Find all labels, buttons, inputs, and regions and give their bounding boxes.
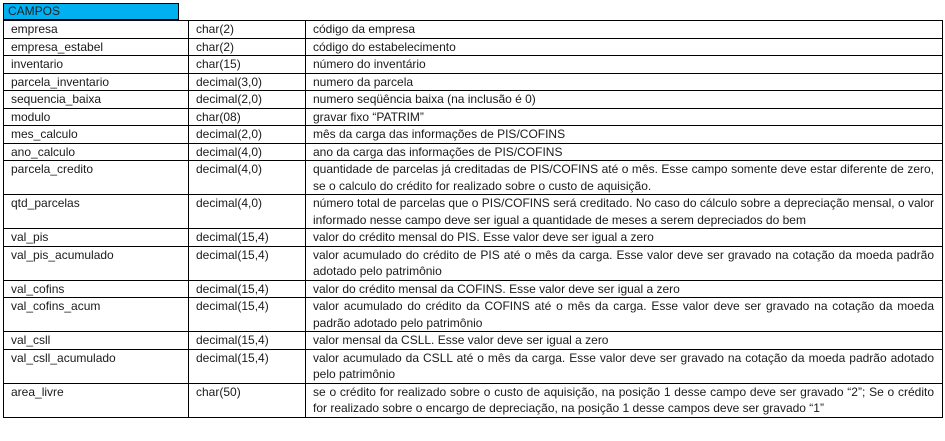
field-name-cell: sequencia_baixa [4, 91, 189, 109]
field-name-cell: empresa_estabel [4, 38, 189, 56]
field-description-cell: valor mensal da CSLL. Esse valor deve ser igual a zero [306, 332, 943, 350]
field-description-cell: se o crédito for realizado sobre o custo de aquisição, na posição 1 desse campo deve ser gravado “2”; Se o crédito for realizado sobre o encargo de depreciação, na posição 1 desse campos deve ser gravado “1” [306, 383, 943, 417]
field-name-cell: val_cofins_acum [4, 298, 189, 332]
field-description-cell: código da empresa [306, 21, 943, 39]
field-description-cell: numero da parcela [306, 73, 943, 91]
field-description-cell: número total de parcelas que o PIS/COFINS será creditado. No caso do cálculo sobre a depreciação mensal, o valor informado nesse campo deve ser igual a quantidade de meses a serem depreciados do bem [306, 195, 943, 229]
table-row [4, 280, 943, 298]
field-description-cell: código do estabelecimento [306, 38, 943, 56]
table-row [4, 38, 943, 56]
field-name-cell: inventario [4, 56, 189, 74]
field-type-cell: decimal(2,0) [189, 91, 306, 109]
field-description-cell: mês da carga das informações de PIS/COFINS [306, 126, 943, 144]
field-name-cell: modulo [4, 108, 189, 126]
field-description-cell: quantidade de parcelas já creditadas de PIS/COFINS até o mês. Esse campo somente deve estar diferente de zero, se o calculo do crédito for realizado sobre o custo de aquisição. [306, 161, 943, 195]
table-row [4, 332, 943, 350]
table-row [4, 108, 943, 126]
field-type-cell: char(2) [189, 38, 306, 56]
field-type-cell: decimal(15,4) [189, 229, 306, 247]
field-type-cell: decimal(15,4) [189, 332, 306, 350]
field-type-cell: char(08) [189, 108, 306, 126]
field-name-cell: val_cofins [4, 280, 189, 298]
table-row [4, 246, 943, 280]
campos-header: CAMPOS [3, 3, 179, 20]
field-description-cell: valor acumulado do crédito de PIS até o mês da carga. Esse valor deve ser gravado na cotação da moeda padrão adotado pelo patrimônio [306, 246, 943, 280]
table-row [4, 195, 943, 229]
field-name-cell: qtd_parcelas [4, 195, 189, 229]
field-name-cell: val_pis_acumulado [4, 246, 189, 280]
table-row [4, 73, 943, 91]
table-row [4, 383, 943, 417]
field-description-cell: valor acumulado do crédito da COFINS até o mês da carga. Esse valor deve ser gravado na cotação da moeda padrão adotado pelo patrimônio [306, 298, 943, 332]
field-description-cell: número do inventário [306, 56, 943, 74]
field-description-cell: valor do crédito mensal do PIS. Esse valor deve ser igual a zero [306, 229, 943, 247]
table-row [4, 56, 943, 74]
field-type-cell: decimal(4,0) [189, 143, 306, 161]
field-name-cell: ano_calculo [4, 143, 189, 161]
fields-table [3, 20, 943, 418]
table-row [4, 143, 943, 161]
field-type-cell: decimal(2,0) [189, 126, 306, 144]
field-name-cell: val_csll_acumulado [4, 349, 189, 383]
field-name-cell: parcela_inventario [4, 73, 189, 91]
field-type-cell: decimal(15,4) [189, 349, 306, 383]
field-type-cell: char(2) [189, 21, 306, 39]
field-name-cell: val_csll [4, 332, 189, 350]
field-type-cell: decimal(4,0) [189, 161, 306, 195]
field-type-cell: decimal(3,0) [189, 73, 306, 91]
field-name-cell: area_livre [4, 383, 189, 417]
field-type-cell: decimal(4,0) [189, 195, 306, 229]
field-type-cell: decimal(15,4) [189, 280, 306, 298]
field-description-cell: valor do crédito mensal da COFINS. Esse valor deve ser igual a zero [306, 280, 943, 298]
table-row [4, 298, 943, 332]
table-row [4, 91, 943, 109]
field-type-cell: char(15) [189, 56, 306, 74]
table-row [4, 161, 943, 195]
table-row [4, 21, 943, 39]
field-name-cell: mes_calculo [4, 126, 189, 144]
field-description-cell: ano da carga das informações de PIS/COFINS [306, 143, 943, 161]
field-type-cell: decimal(15,4) [189, 298, 306, 332]
field-type-cell: char(50) [189, 383, 306, 417]
field-description-cell: numero seqüência baixa (na inclusão é 0) [306, 91, 943, 109]
field-description-cell: valor acumulado da CSLL até o mês da carga. Esse valor deve ser gravado na cotação da moeda padrão adotado pelo patrimônio [306, 349, 943, 383]
field-description-cell: gravar fixo “PATRIM” [306, 108, 943, 126]
table-row [4, 126, 943, 144]
field-type-cell: decimal(15,4) [189, 246, 306, 280]
table-row [4, 349, 943, 383]
table-row [4, 229, 943, 247]
field-name-cell: val_pis [4, 229, 189, 247]
field-name-cell: parcela_credito [4, 161, 189, 195]
field-name-cell: empresa [4, 21, 189, 39]
